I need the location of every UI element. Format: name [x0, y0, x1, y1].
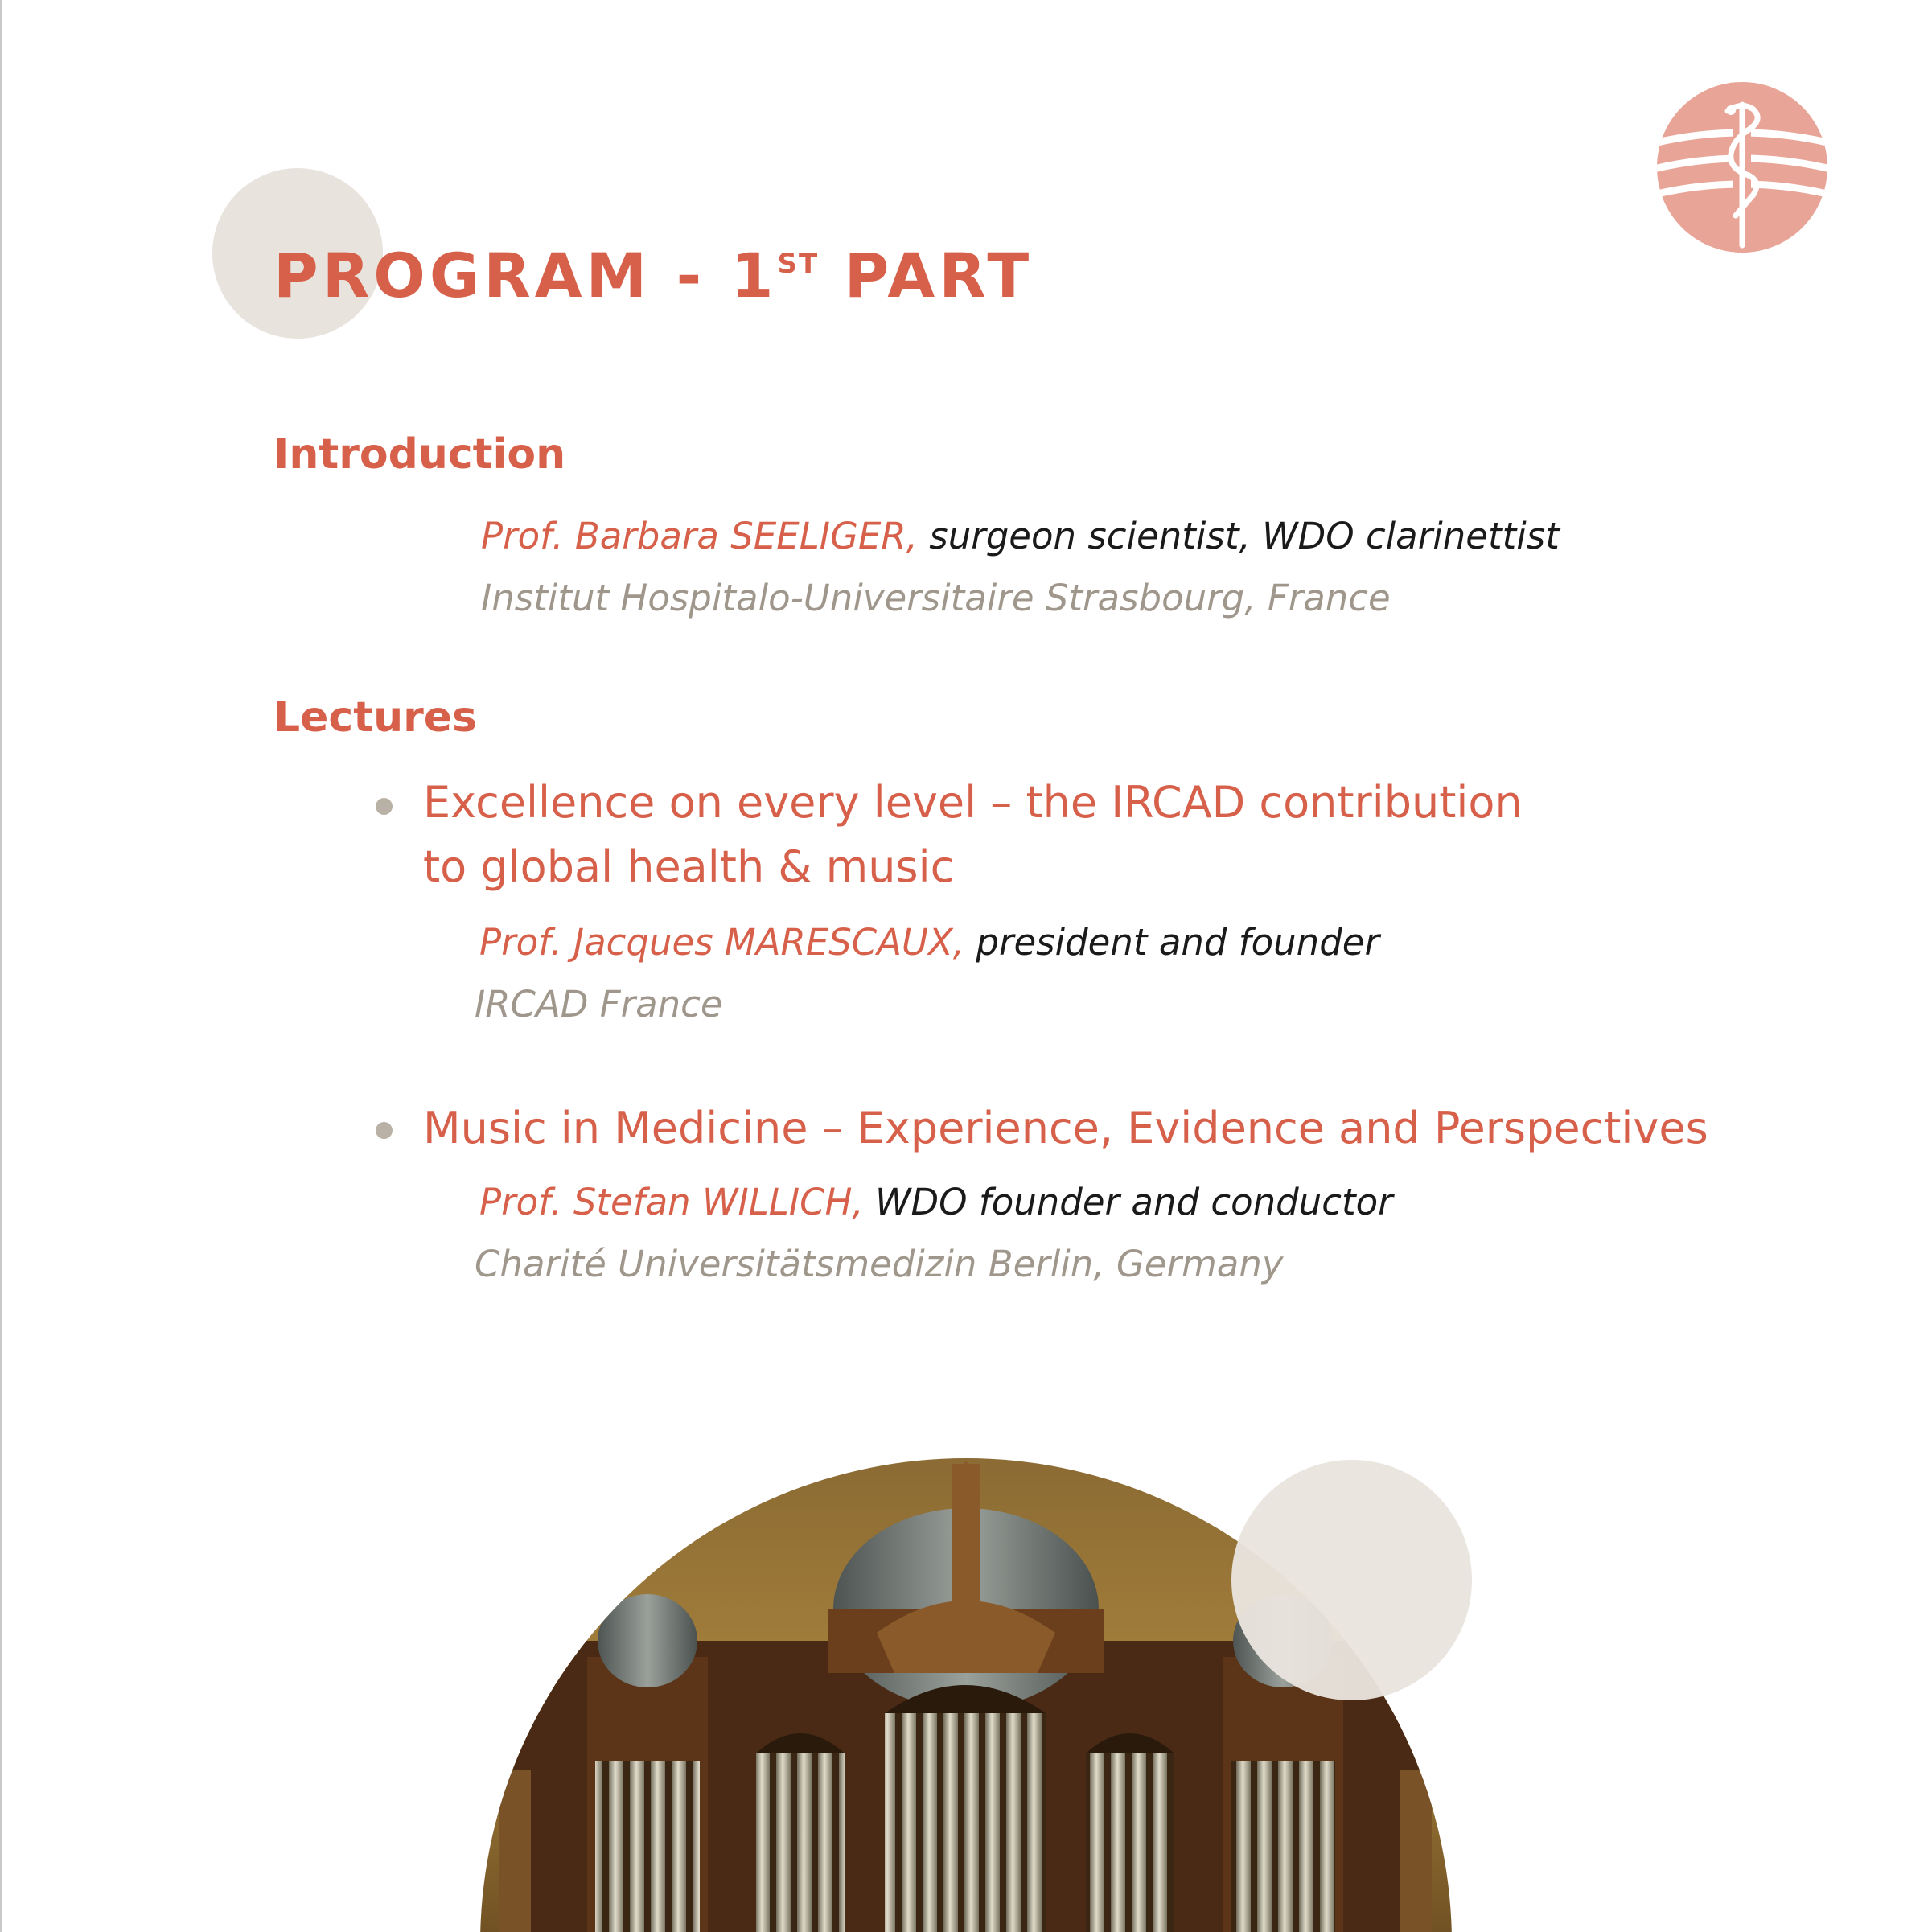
- lecture-title-line1: Excellence on every level – the IRCAD contribution: [423, 777, 1523, 828]
- lecture-affiliation: Charité Universitätsmedizin Berlin, Germany: [475, 1243, 1284, 1285]
- lectures-heading: Lectures: [273, 693, 477, 742]
- speaker-name: Prof. Jacques MARESCAUX,: [479, 921, 965, 964]
- title-end: PART: [819, 240, 1034, 311]
- decorative-circle-bottom: [1231, 1460, 1472, 1700]
- lecture-title-line2: to global health & music: [423, 841, 955, 892]
- lecture-affiliation: IRCAD France: [475, 983, 723, 1026]
- speaker-role: surgeon scientist, WDO clarinettist: [917, 515, 1560, 557]
- speaker-name: Prof. Barbara SEELIGER,: [481, 515, 918, 557]
- introduction-heading: Introduction: [273, 430, 566, 479]
- speaker-name: Prof. Stefan WILLICH,: [479, 1181, 864, 1223]
- title-superscript: ST: [777, 248, 820, 280]
- lecture-title: Music in Medicine – Experience, Evidence and Perspectives: [423, 1103, 1708, 1153]
- page-title: [273, 240, 1033, 311]
- title-main: PROGRAM - 1: [273, 240, 778, 311]
- speaker-role: WDO founder and conductor: [863, 1181, 1393, 1223]
- introduction-affiliation: Institut Hospitalo-Universitaire Strasbourg, France: [481, 577, 1391, 619]
- speaker-role: president and founder: [964, 921, 1379, 964]
